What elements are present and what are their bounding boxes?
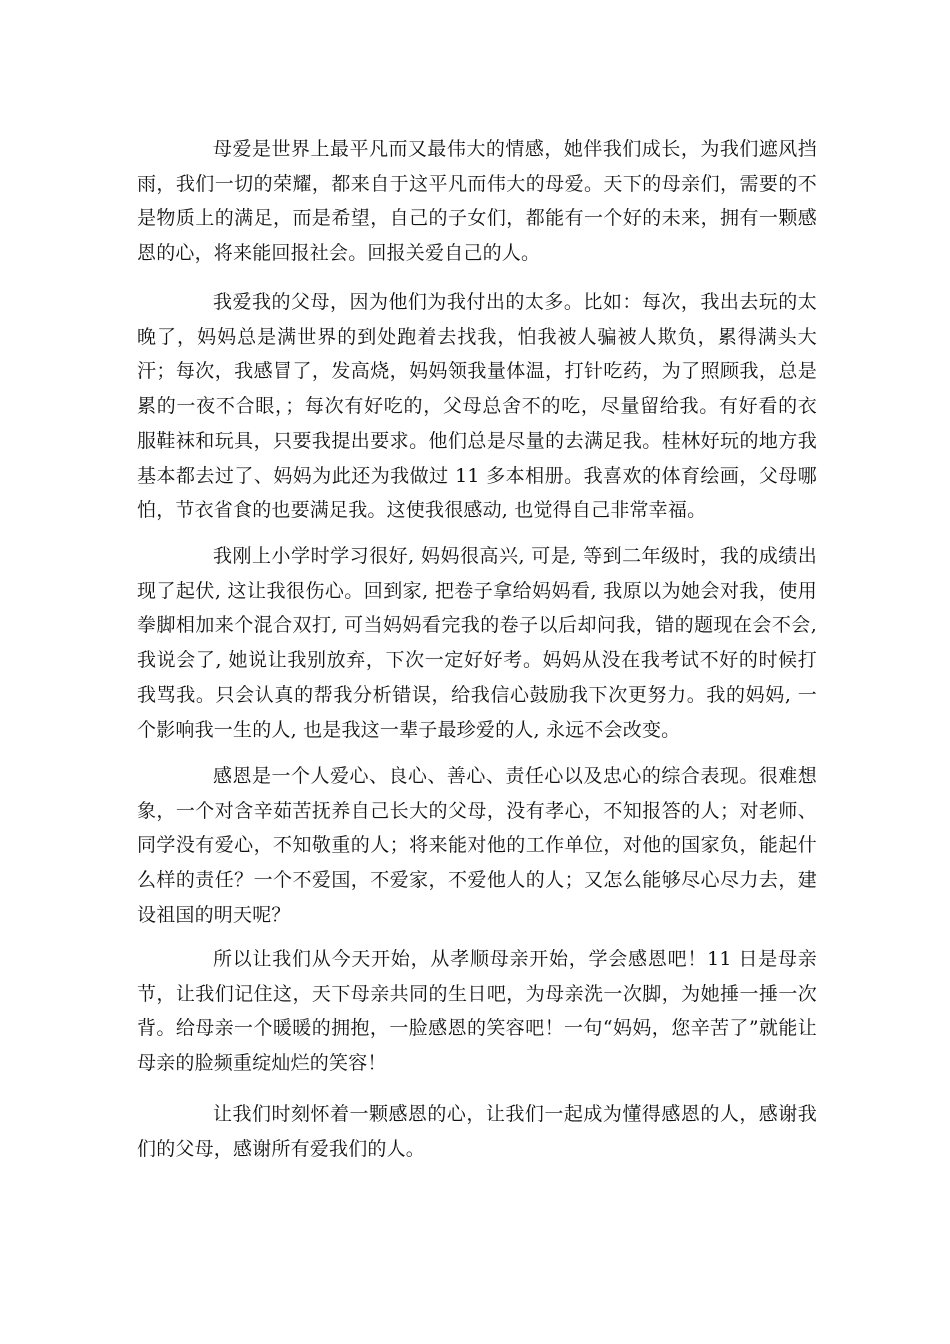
paragraph-mothers-day: 所以让我们从今天开始，从孝顺母亲开始，学会感恩吧！11 日是母亲节，让我们记住这，天下母亲共同的生日吧，为母亲洗一次脚，为她捶一捶一次背。给母亲一个暖暖的拥抱，一脸感恩的笑容吧！一句“妈妈，您辛苦了”就能让母亲的脸频重绽灿烂的笑容！	[137, 948, 817, 1075]
paragraph-mother-love: 母爱是世界上最平凡而又最伟大的情感，她伴我们成长，为我们遮风挡雨，我们一切的荣耀，都来自于这平凡而伟大的母爱。天下的母亲们，需要的不是物质上的满足，而是希望，自己的子女们，都能有一个好的未来，拥有一颗感恩的心，将来能回报社会。回报关爱自己的人。	[137, 138, 817, 265]
paragraph-conclusion: 让我们时刻怀着一颗感恩的心，让我们一起成为懂得感恩的人，感谢我们的父母，感谢所有爱我们的人。	[137, 1103, 817, 1160]
paragraph-love-parents: 我爱我的父母，因为他们为我付出的太多。比如：每次，我出去玩的太晚了，妈妈总是满世界的到处跑着去找我，怕我被人骗被人欺负，累得满头大汗；每次，我感冒了，发高烧，妈妈领我量体温，打针吃药，为了照顾我，总是累的一夜不合眼，；每次有好吃的，父母总舍不的吃，尽量留给我。有好看的衣服鞋袜和玩具，只要我提出要求。他们总是尽量的去满足我。桂林好玩的地方我基本都去过了、妈妈为此还为我做过 11 多本相册。我喜欢的体育绘画，父母哪怕，节衣省食的也要满足我。这使我很感动, 也觉得自己非常幸福。	[137, 291, 817, 522]
paragraph-school-story: 我刚上小学时学习很好, 妈妈很高兴, 可是, 等到二年级时，我的成绩出现了起伏, 这让我很伤心。回到家, 把卷子拿给妈妈看, 我原以为她会对我，使用拳脚相加来个混合双打, 可当妈妈看完我的卷子以后却问我，错的题现在会不会, 我说会了, 她说让我别放弃，下次一定好好考。妈妈从没在我考试不好的时候打我骂我。只会认真的帮我分析错误，给我信心鼓励我下次更努力。我的妈妈, 一个影响我一生的人, 也是我这一辈子最珍爱的人, 永远不会改变。	[137, 545, 817, 741]
paragraph-gratitude: 感恩是一个人爱心、良心、善心、责任心以及忠心的综合表现。很难想象，一个对含辛茹苦抚养自己长大的父母，没有孝心，不知报答的人；对老师、同学没有爱心，不知敬重的人；将来能对他的工作单位，对他的国家负，能起什么样的责任？一个不爱国，不爱家，不爱他人的人；又怎么能够尽心尽力去，建设祖国的明天呢？	[137, 765, 817, 926]
